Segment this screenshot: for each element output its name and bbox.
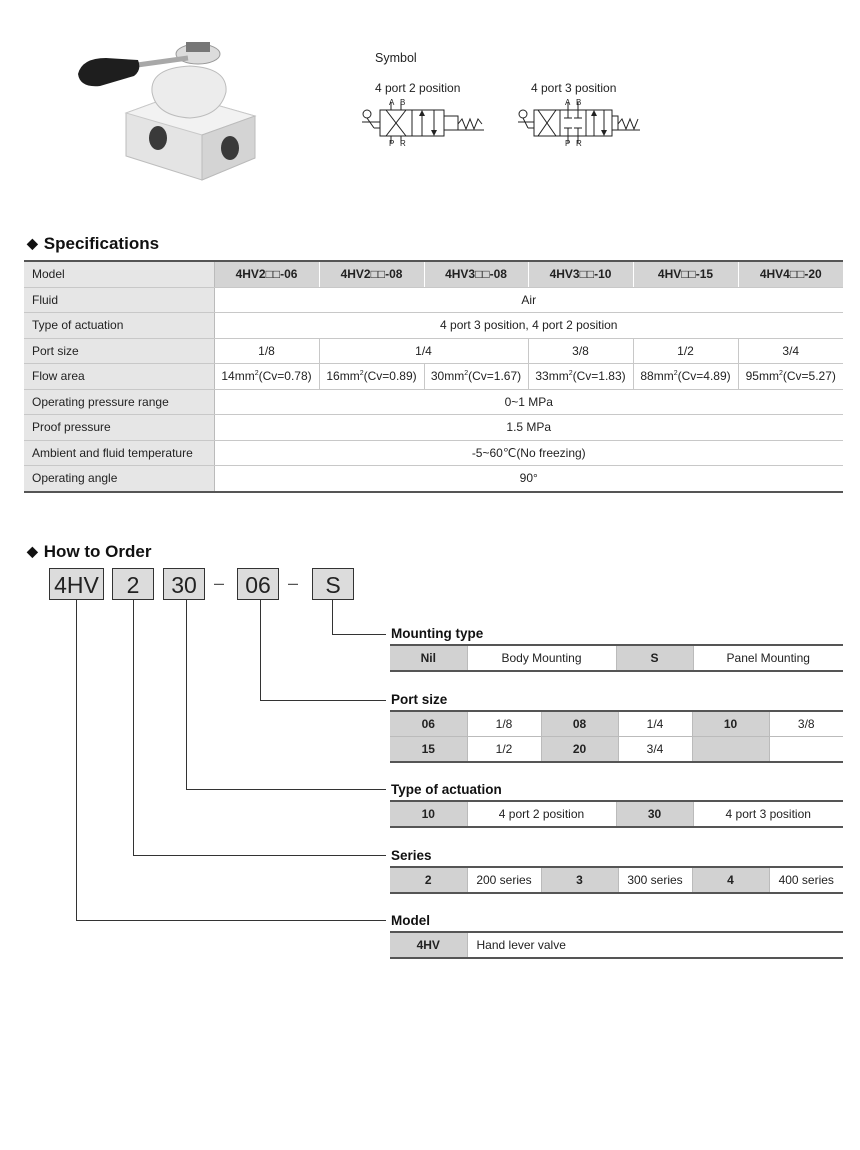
symbol-title: Symbol [375, 51, 417, 65]
order-code-dash: – [288, 573, 299, 593]
series-table [390, 866, 843, 894]
option-code: 20 [541, 737, 618, 763]
how-to-order-title: How to Order [43, 542, 152, 561]
port-p-label: P [389, 139, 395, 148]
spec-row-temperature [24, 440, 843, 466]
connector-series-v [133, 600, 134, 856]
connector-model-v [76, 600, 77, 921]
option-desc: Hand lever valve [467, 932, 843, 958]
spec-label: Flow area [24, 364, 214, 390]
hand-lever-valve-image [70, 28, 270, 188]
diamond-bullet-icon: ◆ [27, 543, 38, 559]
option-code: 15 [390, 737, 467, 763]
mounting-type-table [390, 644, 843, 672]
model-title: Model [391, 913, 430, 928]
model-header: 4HV4□□-20 [738, 261, 843, 287]
spec-row-fluid [24, 287, 843, 313]
port-b-label: B [400, 98, 406, 107]
port-b-label-3pos: B [576, 98, 582, 107]
option-code: Nil [390, 645, 467, 671]
option-desc: 1/2 [467, 737, 541, 763]
port-size-title: Port size [391, 692, 448, 707]
option-desc: 3/8 [769, 711, 843, 737]
option-code: 3 [541, 867, 618, 893]
option-desc: 4 port 3 position [693, 801, 843, 827]
port-a-label-3pos: A [565, 98, 571, 107]
specifications-heading [27, 234, 159, 254]
model-header: 4HV2□□-08 [319, 261, 424, 287]
order-code-port-size: 06 [237, 568, 279, 600]
model-table [390, 931, 843, 959]
port-size-table [390, 710, 843, 763]
spec-row-proof [24, 415, 843, 441]
spec-value: 4 port 3 position, 4 port 2 position [214, 313, 843, 339]
option-code: 2 [390, 867, 467, 893]
flow-area-cell: $30mm^2(Cv=1.67)$ [424, 364, 528, 390]
spec-row-port-size [24, 338, 843, 364]
flow-area-cell: $14mm^2(Cv=0.78)$ [214, 364, 319, 390]
spec-value: 1.5 MPa [214, 415, 843, 441]
option-desc: 200 series [467, 867, 541, 893]
option-code: 08 [541, 711, 618, 737]
option-code: S [616, 645, 693, 671]
mounting-type-title: Mounting type [391, 626, 484, 641]
option-desc: 3/4 [618, 737, 692, 763]
spec-row-model [24, 261, 843, 287]
option-desc: Panel Mounting [693, 645, 843, 671]
spec-value: 90° [214, 466, 843, 492]
flow-area-cell: $16mm^2(Cv=0.89)$ [319, 364, 424, 390]
order-code-mounting: S [312, 568, 354, 600]
spec-value: Air [214, 287, 843, 313]
spec-value: -5~60℃(No freezing) [214, 440, 843, 466]
model-header: 4HV3□□-08 [424, 261, 528, 287]
valve-symbol-2-position [358, 96, 488, 148]
option-code: 10 [692, 711, 769, 737]
spec-value: 0~1 MPa [214, 389, 843, 415]
spec-label: Type of actuation [24, 313, 214, 339]
spec-label: Operating pressure range [24, 389, 214, 415]
model-header: 4HV□□-15 [633, 261, 738, 287]
spec-label: Port size [24, 338, 214, 364]
spec-value: 1/4 [319, 338, 528, 364]
option-desc [769, 737, 843, 763]
option-code: 06 [390, 711, 467, 737]
spec-row-angle [24, 466, 843, 492]
option-desc: 1/4 [618, 711, 692, 737]
connector-port-v [260, 600, 261, 701]
option-desc: 400 series [769, 867, 843, 893]
spec-value: 3/8 [528, 338, 633, 364]
option-code: 4HV [390, 932, 467, 958]
connector-mounting-h [332, 634, 386, 635]
diamond-bullet-icon: ◆ [27, 235, 38, 251]
spec-label: Operating angle [24, 466, 214, 492]
how-to-order-heading [27, 542, 151, 562]
specifications-table [24, 260, 843, 493]
port-r-label-3pos: R [576, 139, 582, 148]
symbol-caption-3-position: 4 port 3 position [531, 81, 617, 95]
option-desc: Body Mounting [467, 645, 616, 671]
option-code: 4 [692, 867, 769, 893]
connector-mounting-v [332, 600, 333, 635]
connector-actuation-h [186, 789, 386, 790]
option-desc: 1/8 [467, 711, 541, 737]
spec-label: Model [24, 261, 214, 287]
spec-value: 3/4 [738, 338, 843, 364]
order-code-model: 4HV [49, 568, 104, 600]
specifications-title: Specifications [43, 234, 160, 253]
port-p-label-3pos: P [565, 139, 571, 148]
port-a-label: A [389, 98, 395, 107]
connector-model-h [76, 920, 386, 921]
model-header: 4HV3□□-10 [528, 261, 633, 287]
order-code-series: 2 [112, 568, 154, 600]
port-r-label: R [400, 139, 406, 148]
spec-label: Fluid [24, 287, 214, 313]
order-code-actuation: 30 [163, 568, 205, 600]
spec-value: 1/8 [214, 338, 319, 364]
option-code: 30 [616, 801, 693, 827]
flow-area-cell: $33mm^2(Cv=1.83)$ [528, 364, 633, 390]
flow-area-cell: $95mm^2(Cv=5.27)$ [738, 364, 843, 390]
order-code-dash: – [214, 573, 225, 593]
connector-port-h [260, 700, 386, 701]
series-title: Series [391, 848, 432, 863]
option-desc: 4 port 2 position [467, 801, 616, 827]
spec-row-actuation [24, 313, 843, 339]
option-code [692, 737, 769, 763]
symbol-caption-2-position: 4 port 2 position [375, 81, 461, 95]
spec-value: 1/2 [633, 338, 738, 364]
spec-label: Proof pressure [24, 415, 214, 441]
connector-actuation-v [186, 600, 187, 790]
option-desc: 300 series [618, 867, 692, 893]
connector-series-h [133, 855, 386, 856]
model-header: 4HV2□□-06 [214, 261, 319, 287]
actuation-type-title: Type of actuation [391, 782, 502, 797]
flow-area-cell: $88mm^2(Cv=4.89)$ [633, 364, 738, 390]
spec-row-flow-area [24, 364, 843, 390]
spec-row-pressure [24, 389, 843, 415]
spec-label: Ambient and fluid temperature [24, 440, 214, 466]
option-code: 10 [390, 801, 467, 827]
actuation-type-table [390, 800, 843, 828]
